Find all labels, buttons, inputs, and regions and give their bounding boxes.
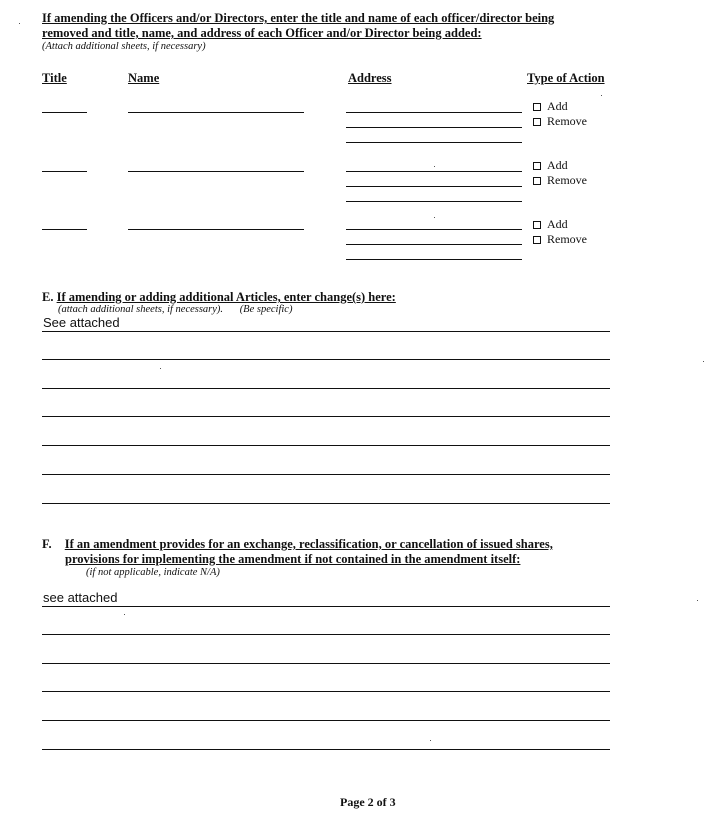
section-e-line[interactable] — [42, 416, 610, 417]
column-title: Title — [42, 71, 67, 85]
section-f-heading-row — [42, 537, 662, 552]
add-checkbox[interactable] — [533, 158, 568, 173]
section-e-line[interactable] — [42, 388, 610, 389]
section-f-heading-line1: If an amendment provides for an exchange, reclassification, or cancellation of issued shares, — [64, 537, 553, 551]
section-f-line[interactable] — [42, 691, 610, 692]
remove-label: Remove — [547, 114, 587, 128]
section-d-heading-line1: If amending the Officers and/or Directors, enter the title and name of each officer/director being — [42, 11, 555, 25]
address-field-line[interactable] — [346, 186, 522, 187]
address-field-line[interactable] — [346, 112, 522, 113]
section-e-line[interactable] — [42, 359, 610, 360]
checkbox-square-icon — [533, 177, 541, 185]
section-d-note: (Attach additional sheets, if necessary) — [42, 41, 206, 52]
remove-checkbox[interactable] — [533, 173, 587, 188]
checkbox-square-icon — [533, 221, 541, 229]
address-field-line[interactable] — [346, 171, 522, 172]
add-label: Add — [547, 158, 568, 172]
scan-speck — [160, 368, 161, 369]
remove-checkbox[interactable] — [533, 114, 587, 129]
section-f-line[interactable] — [42, 749, 610, 750]
scan-speck — [434, 217, 435, 218]
scan-speck — [703, 361, 704, 362]
address-field-line[interactable] — [346, 229, 522, 230]
scan-speck — [430, 740, 431, 741]
section-e-answer: See attached — [43, 315, 120, 330]
name-field[interactable] — [128, 171, 304, 172]
column-type-of-action: Type of Action — [527, 71, 605, 85]
checkbox-square-icon — [533, 236, 541, 244]
name-field[interactable] — [128, 229, 304, 230]
address-field-line[interactable] — [346, 142, 522, 143]
page-number: Page 2 of 3 — [340, 795, 396, 809]
section-d-heading-line2: removed and title, name, and address of each Officer and/or Director being added: — [42, 26, 482, 40]
add-checkbox[interactable] — [533, 217, 568, 232]
section-f-line[interactable] — [42, 606, 610, 607]
address-field-line[interactable] — [346, 127, 522, 128]
title-field[interactable] — [42, 229, 87, 230]
add-checkbox[interactable] — [533, 99, 568, 114]
section-e-line[interactable] — [42, 331, 610, 332]
section-f-heading-line2: provisions for implementing the amendment if not contained in the amendment itself: — [65, 552, 521, 566]
column-address: Address — [348, 71, 392, 85]
scan-speck — [124, 614, 125, 615]
section-f-line[interactable] — [42, 720, 610, 721]
section-e-heading: If amending or adding additional Articles, enter change(s) here: — [56, 290, 396, 304]
name-field[interactable] — [128, 112, 304, 113]
section-e-note2: (Be specific) — [239, 304, 293, 315]
section-f-line[interactable] — [42, 634, 610, 635]
checkbox-square-icon — [533, 118, 541, 126]
section-f-line[interactable] — [42, 663, 610, 664]
section-e-heading-row — [42, 290, 396, 305]
section-e-note — [58, 304, 292, 315]
section-f-note: (if not applicable, indicate N/A) — [86, 567, 220, 578]
section-e-letter: E. — [42, 290, 54, 304]
add-label: Add — [547, 99, 568, 113]
remove-checkbox[interactable] — [533, 232, 587, 247]
address-field-line[interactable] — [346, 201, 522, 202]
checkbox-square-icon — [533, 103, 541, 111]
section-e-line[interactable] — [42, 474, 610, 475]
scan-speck — [19, 23, 20, 24]
scan-speck — [434, 166, 435, 167]
add-label: Add — [547, 217, 568, 231]
title-field[interactable] — [42, 112, 87, 113]
section-f-letter: F. — [42, 537, 52, 551]
scan-speck — [601, 95, 602, 96]
section-e-line[interactable] — [42, 445, 610, 446]
remove-label: Remove — [547, 232, 587, 246]
section-f-answer: see attached — [43, 590, 118, 605]
remove-label: Remove — [547, 173, 587, 187]
section-e-line[interactable] — [42, 503, 610, 504]
address-field-line[interactable] — [346, 244, 522, 245]
title-field[interactable] — [42, 171, 87, 172]
column-name: Name — [128, 71, 160, 85]
address-field-line[interactable] — [346, 259, 522, 260]
checkbox-square-icon — [533, 162, 541, 170]
scan-speck — [697, 600, 698, 601]
section-e-note1: (attach additional sheets, if necessary). — [58, 304, 224, 315]
